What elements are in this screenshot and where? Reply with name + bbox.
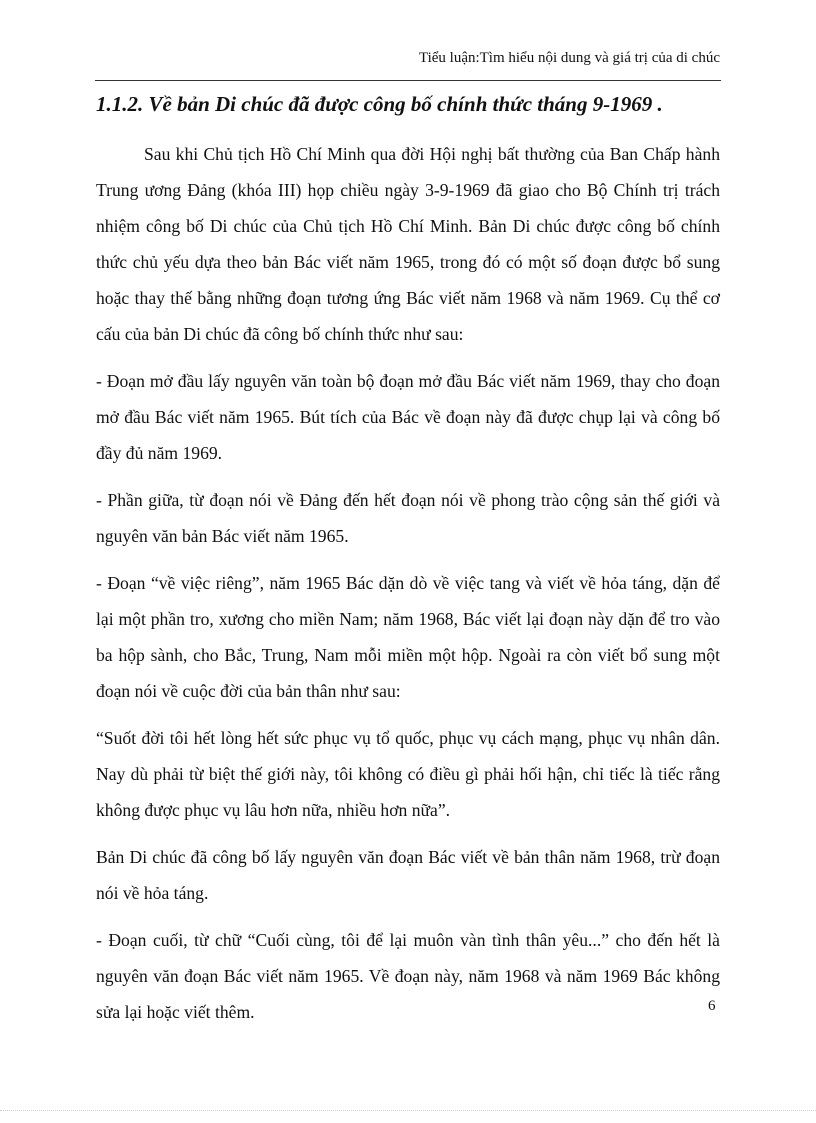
paragraph-final-section: - Đoạn cuối, từ chữ “Cuối cùng, tôi để lại muôn vàn tình thân yêu...” cho đến hết là nguyên văn đoạn Bác viết năm 1965. Về đoạn này, năm 1968 và năm 1969 Bác không sửa lại hoặc viết thêm. — [96, 930, 720, 1022]
section-title: 1.1.2. Về bản Di chúc đã được công bố chính thức tháng 9-1969 . — [96, 92, 663, 116]
paragraph-published-note: Bản Di chúc đã công bố lấy nguyên văn đoạn Bác viết về bản thân năm 1968, trừ đoạn nói về hỏa táng. — [96, 847, 720, 903]
header-rule — [95, 80, 721, 81]
paragraph-intro: Sau khi Chủ tịch Hồ Chí Minh qua đời Hội nghị bất thường của Ban Chấp hành Trung ương Đảng (khóa III) họp chiều ngày 3-9-1969 đã giao cho Bộ Chính trị trách nhiệm công bố Di chúc của Chủ tịch Hồ Chí Minh. Bản Di chúc được công bố chính thức chủ yếu dựa theo bản Bác viết năm 1965, trong đó có một số đoạn được bổ sung hoặc thay thế bằng những đoạn tương ứng Bác viết năm 1968 và năm 1969. Cụ thể cơ cấu của bản Di chúc đã công bố chính thức như sau: — [96, 144, 720, 344]
page-number: 6 — [708, 998, 716, 1014]
paragraph-private-matters: - Đoạn “về việc riêng”, năm 1965 Bác dặn dò về việc tang và viết về hỏa táng, dặn để lại một phần tro, xương cho miền Nam; năm 1968, Bác viết lại đoạn này dặn để tro vào ba hộp sành, cho Bắc, Trung, Nam mỗi miền một hộp. Ngoài ra còn viết bổ sung một đoạn nói về cuộc đời của bản thân như sau: — [96, 573, 720, 701]
running-header: Tiểu luận:Tìm hiểu nội dung và giá trị của di chúc — [418, 50, 720, 66]
paragraph-opening-section: - Đoạn mở đầu lấy nguyên văn toàn bộ đoạn mở đầu Bác viết năm 1969, thay cho đoạn mở đầu Bác viết năm 1965. Bút tích của Bác về đoạn này đã được chụp lại và công bố đầy đủ năm 1969. — [96, 371, 720, 463]
paragraph-quote: “Suốt đời tôi hết lòng hết sức phục vụ tổ quốc, phục vụ cách mạng, phục vụ nhân dân. Nay dù phải từ biệt thế giới này, tôi không có điều gì phải hối hận, chỉ tiếc là tiếc rằng không được phục vụ lâu hơn nữa, nhiều hơn nữa”. — [96, 728, 720, 820]
footer-rule — [0, 1110, 816, 1111]
body-text — [96, 136, 720, 1041]
paragraph-middle-section: - Phần giữa, từ đoạn nói về Đảng đến hết đoạn nói về phong trào cộng sản thế giới và nguyên văn bản Bác viết năm 1965. — [96, 490, 720, 546]
